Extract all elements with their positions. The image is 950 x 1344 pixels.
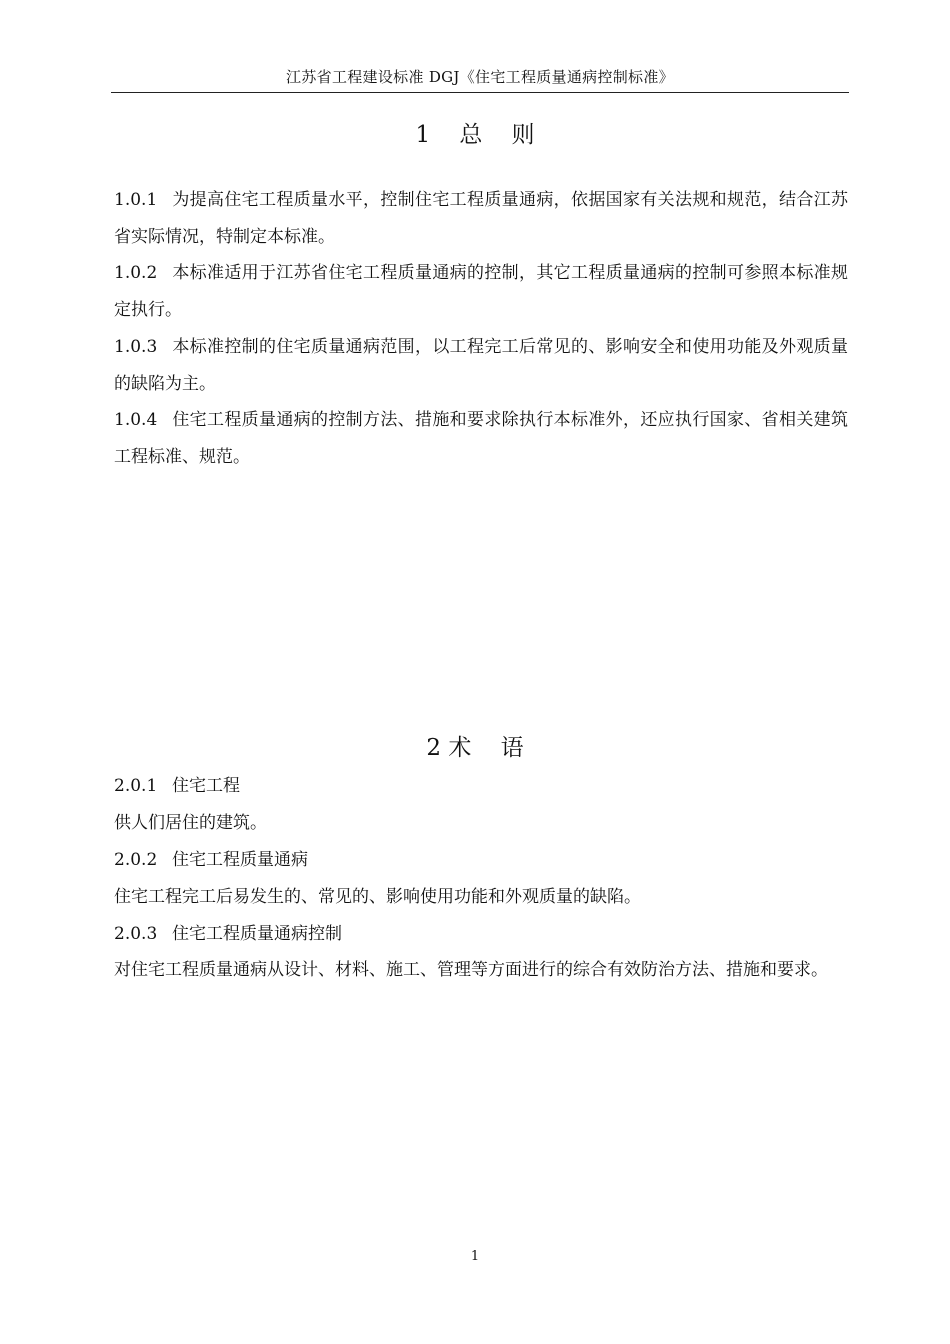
- clause-1-0-3: [114, 329, 848, 402]
- clause-1-0-1: [114, 182, 848, 255]
- clause-text: 为提高住宅工程质量水平，控制住宅工程质量通病，依据国家有关法规和规范，结合江苏省实际情况，特制定本标准。: [114, 190, 848, 247]
- clause-text: 住宅工程质量通病的控制方法、措施和要求除执行本标准外，还应执行国家、省相关建筑工程标准、规范。: [114, 410, 848, 467]
- term-2-0-2-heading: [114, 842, 848, 879]
- term-name: 住宅工程质量通病控制: [172, 924, 342, 944]
- page-number: 1: [470, 1249, 480, 1264]
- clause-number: 1.0.1: [114, 190, 158, 210]
- clause-number: 1.0.2: [114, 263, 158, 283]
- clause-text: 本标准控制的住宅质量通病范围，以工程完工后常见的、影响安全和使用功能及外观质量的缺陷为主。: [114, 337, 848, 394]
- term-number: 2.0.2: [114, 850, 158, 870]
- page-header: [111, 66, 849, 93]
- term-name: 住宅工程质量通病: [172, 850, 308, 870]
- term-2-0-2-definition: 住宅工程完工后易发生的、常见的、影响使用功能和外观质量的缺陷。: [114, 887, 641, 907]
- section-2-title: 2 术 语: [426, 735, 524, 761]
- term-2-0-3-definition: 对住宅工程质量通病从设计、材料、施工、管理等方面进行的综合有效防治方法、措施和要求。: [114, 960, 828, 980]
- clause-1-0-2: [114, 255, 848, 328]
- term-2-0-3-heading: [114, 916, 848, 953]
- clause-number: 1.0.3: [114, 337, 158, 357]
- clause-text: 本标准适用于江苏省住宅工程质量通病的控制，其它工程质量通病的控制可参照本标准规定执行。: [114, 263, 848, 320]
- term-name: 住宅工程: [172, 776, 240, 796]
- clause-1-0-4: [114, 402, 848, 475]
- term-2-0-1-heading: [114, 768, 848, 805]
- header-title: 江苏省工程建设标准 DGJ《住宅工程质量通病控制标准》: [286, 68, 674, 86]
- term-number: 2.0.3: [114, 924, 158, 944]
- clause-number: 1.0.4: [114, 410, 158, 430]
- section-1-title: 1 总 则: [415, 122, 535, 148]
- term-number: 2.0.1: [114, 776, 158, 796]
- term-2-0-1-definition: 供人们居住的建筑。: [114, 813, 267, 833]
